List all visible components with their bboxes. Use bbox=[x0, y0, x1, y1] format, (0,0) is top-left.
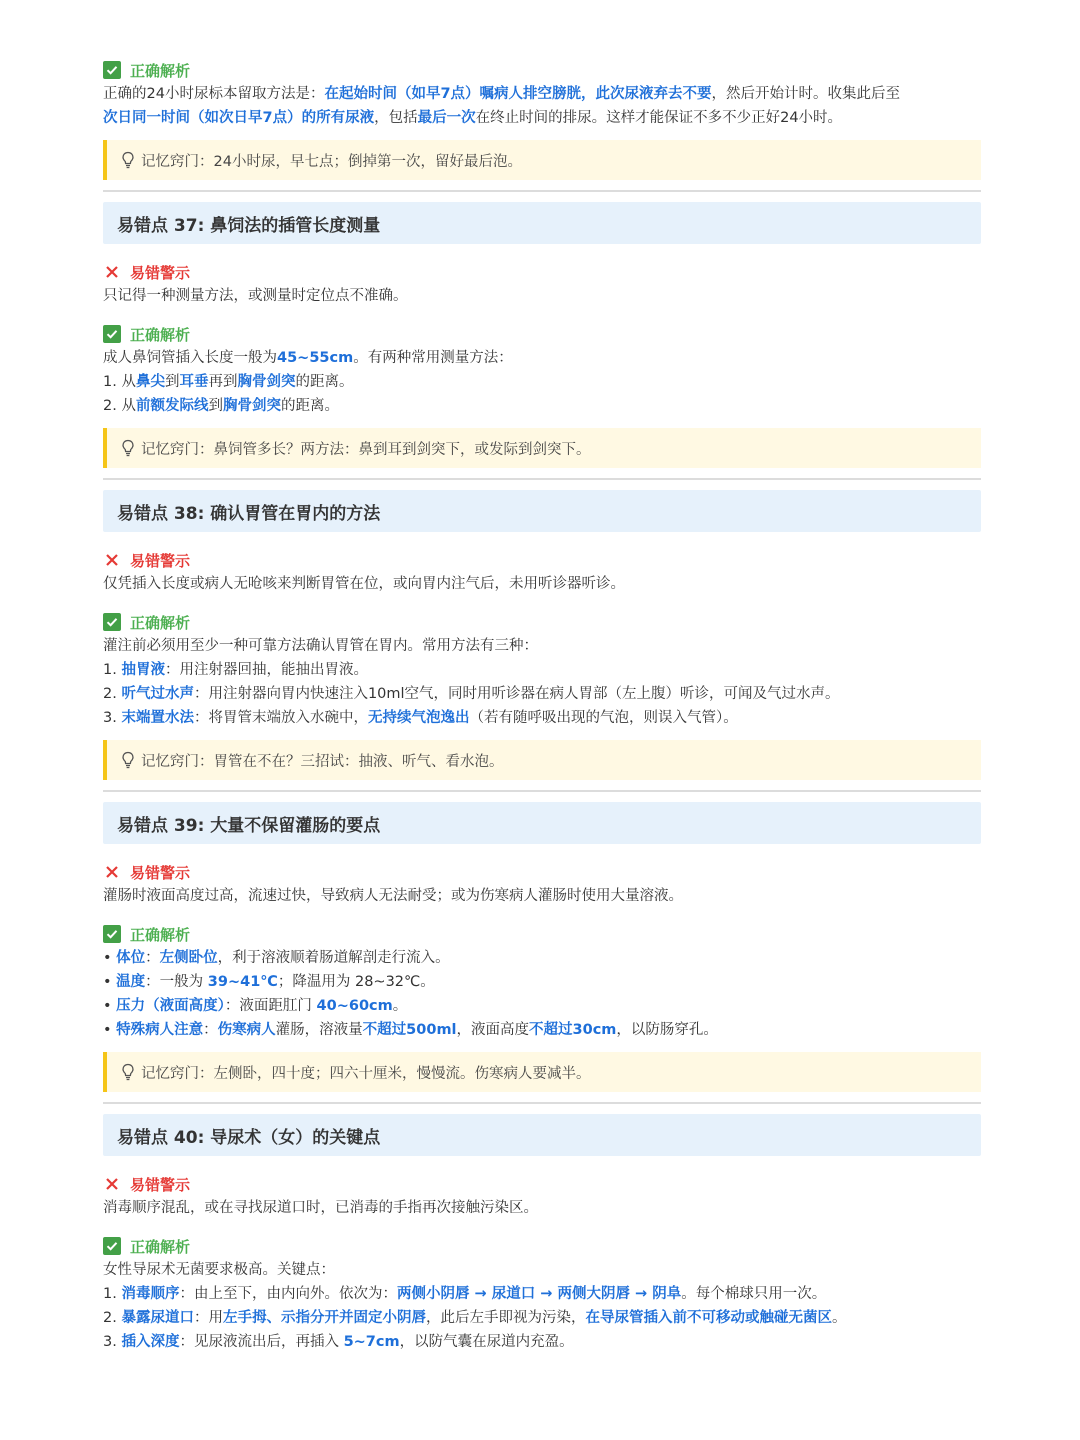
section-39-line bbox=[103, 994, 981, 1018]
memory-tip: 记忆窍门：鼻饲管多长？两方法：鼻到耳到剑突下，或发际到剑突下。 bbox=[103, 428, 981, 468]
highlight-text: 不超过30cm bbox=[529, 1022, 617, 1038]
text-segment: 的距离。 bbox=[280, 398, 339, 414]
section-39-title: 易错点 39: 大量不保留灌肠的要点 bbox=[103, 802, 981, 844]
text-segment: ，此后左手即视为污染， bbox=[425, 1310, 586, 1326]
common-error-heading: 易错警示 bbox=[103, 260, 981, 284]
correct-analysis-heading: 正确解析 bbox=[103, 610, 981, 634]
text-segment: 女性导尿术无菌要求极高。关键点： bbox=[103, 1262, 335, 1278]
section-37-line bbox=[103, 394, 981, 418]
text-segment: ：由上至下，由内向外。依次为： bbox=[179, 1286, 397, 1302]
correct-analysis-heading: 正确解析 bbox=[103, 1234, 981, 1258]
highlight-text: 45~55cm bbox=[277, 350, 354, 366]
lightbulb-icon bbox=[121, 751, 135, 769]
highlight-text: 两侧小阴唇 → 尿道口 → 两侧大阴唇 → 阴阜 bbox=[396, 1286, 682, 1302]
text-segment: ：一般为 bbox=[145, 974, 208, 990]
highlight-text: 耳垂 bbox=[179, 374, 209, 390]
text-segment: 2. bbox=[103, 686, 122, 702]
section-39-line bbox=[103, 970, 981, 994]
highlight-text: 温度 bbox=[116, 974, 146, 990]
highlight-text: 听气过水声 bbox=[121, 686, 194, 702]
text-segment: • bbox=[103, 1022, 117, 1038]
text-segment: 。 bbox=[831, 1310, 847, 1326]
memory-tip: 记忆窍门：左侧卧，四十度；四六十厘米，慢慢流。伤寒病人要减半。 bbox=[103, 1052, 981, 1092]
section-37-title: 易错点 37: 鼻饲法的插管长度测量 bbox=[103, 202, 981, 244]
section-40-line bbox=[103, 1258, 981, 1282]
text-segment: ，液面高度 bbox=[456, 1022, 530, 1038]
cross-icon bbox=[103, 263, 121, 281]
text-segment: （若有随呼吸出现的气泡，则误入气管）。 bbox=[469, 710, 738, 726]
text-segment: ：见尿液流出后，再插入 bbox=[179, 1334, 344, 1350]
document-page bbox=[103, 58, 981, 1354]
text-segment: ；降温用为 28~32℃。 bbox=[277, 974, 435, 990]
memory-tip: 记忆窍门：胃管在不在？三招试：抽液、听气、看水泡。 bbox=[103, 740, 981, 780]
text-segment: ，利于溶液顺着肠道解剖走行流入。 bbox=[217, 950, 450, 966]
check-icon bbox=[103, 61, 121, 79]
highlight-text: 在起始时间（如早7点）嘱病人排空膀胱，此次尿液弃去不要 bbox=[324, 86, 712, 102]
text-segment: 再到 bbox=[208, 374, 238, 390]
highlight-text: 胸骨剑突 bbox=[237, 374, 296, 390]
text-segment: 到 bbox=[164, 374, 180, 390]
text-segment: 正确的24小时尿标本留取方法是： bbox=[103, 86, 325, 102]
section-divider bbox=[103, 790, 981, 792]
intro-line-2 bbox=[103, 106, 981, 130]
highlight-text: 5~7cm bbox=[343, 1334, 400, 1350]
text-segment: 1. bbox=[103, 662, 122, 678]
check-icon bbox=[103, 925, 121, 943]
text-segment: 成人鼻饲管插入长度一般为 bbox=[103, 350, 277, 366]
section-divider bbox=[103, 478, 981, 480]
text-segment: ，以防肠穿孔。 bbox=[616, 1022, 718, 1038]
highlight-text: 前额发际线 bbox=[135, 398, 209, 414]
intro-line-1 bbox=[103, 82, 981, 106]
text-segment: 到 bbox=[208, 398, 223, 414]
highlight-text: 特殊病人注意 bbox=[116, 1022, 204, 1038]
highlight-text: 体位 bbox=[116, 950, 146, 966]
text-segment: ：将胃管末端放入水碗中， bbox=[193, 710, 368, 726]
text-segment: 3. bbox=[103, 1334, 122, 1350]
section-38-line bbox=[103, 706, 981, 730]
highlight-text: 40~60cm bbox=[316, 998, 393, 1014]
highlight-text: 抽胃液 bbox=[121, 662, 165, 678]
text-segment: ，包括 bbox=[374, 110, 418, 126]
text-segment: • bbox=[103, 950, 117, 966]
text-segment: • bbox=[103, 998, 117, 1014]
section-38-warning: 仅凭插入长度或病人无呛咳来判断胃管在位，或向胃内注气后，未用听诊器听诊。 bbox=[103, 576, 625, 592]
text-segment: 灌注前必须用至少一种可靠方法确认胃管在胃内。常用方法有三种： bbox=[103, 638, 538, 654]
text-segment: 1. bbox=[103, 1286, 122, 1302]
cross-icon bbox=[103, 1175, 121, 1193]
section-divider bbox=[103, 190, 981, 192]
text-segment: ：用注射器向胃内快速注入10ml空气，同时用听诊器在病人胃部（左上腹）听诊，可闻及气过水声。 bbox=[193, 686, 840, 702]
text-segment: 2. 从 bbox=[103, 398, 136, 414]
section-39-warning: 灌肠时液面高度过高，流速过快，导致病人无法耐受；或为伤寒病人灌肠时使用大量溶液。 bbox=[103, 888, 683, 904]
highlight-text: 消毒顺序 bbox=[121, 1286, 180, 1302]
section-38-line bbox=[103, 658, 981, 682]
highlight-text: 鼻尖 bbox=[135, 374, 165, 390]
text-segment: 1. 从 bbox=[103, 374, 136, 390]
text-segment: 在终止时间的排尿。这样才能保证不多不少正好24小时。 bbox=[475, 110, 843, 126]
text-segment: 的距离。 bbox=[295, 374, 354, 390]
highlight-text: 39~41℃ bbox=[207, 974, 278, 990]
highlight-text: 在导尿管插入前不可移动或触碰无菌区 bbox=[585, 1310, 832, 1326]
common-error-heading: 易错警示 bbox=[103, 548, 981, 572]
cross-icon bbox=[103, 551, 121, 569]
text-segment: ：用 bbox=[193, 1310, 223, 1326]
section-40-warning: 消毒顺序混乱，或在寻找尿道口时，已消毒的手指再次接触污染区。 bbox=[103, 1200, 538, 1216]
section-39-line bbox=[103, 946, 981, 970]
text-segment: 。每个棉球只用一次。 bbox=[681, 1286, 827, 1302]
text-segment: ，以防气囊在尿道内充盈。 bbox=[399, 1334, 574, 1350]
highlight-text: 压力（液面高度） bbox=[116, 998, 225, 1014]
common-error-heading: 易错警示 bbox=[103, 1172, 981, 1196]
cross-icon bbox=[103, 863, 121, 881]
highlight-text: 左侧卧位 bbox=[159, 950, 218, 966]
correct-analysis-heading: 正确解析 bbox=[103, 922, 981, 946]
highlight-text: 末端置水法 bbox=[121, 710, 194, 726]
section-40-line bbox=[103, 1282, 981, 1306]
text-segment: ，然后开始计时。收集此后至 bbox=[711, 86, 901, 102]
section-37-line bbox=[103, 370, 981, 394]
section-37-line bbox=[103, 346, 981, 370]
section-divider bbox=[103, 1102, 981, 1104]
highlight-text: 插入深度 bbox=[121, 1334, 180, 1350]
lightbulb-icon bbox=[121, 1063, 135, 1081]
check-icon bbox=[103, 613, 121, 631]
text-segment: 。有两种常用测量方法： bbox=[353, 350, 513, 366]
common-error-heading: 易错警示 bbox=[103, 860, 981, 884]
highlight-text: 不超过500ml bbox=[362, 1022, 457, 1038]
text-segment: 。 bbox=[392, 998, 408, 1014]
highlight-text: 最后一次 bbox=[417, 110, 476, 126]
text-segment: ： bbox=[145, 950, 160, 966]
highlight-text: 无持续气泡逸出 bbox=[367, 710, 470, 726]
text-segment: ：用注射器回抽，能抽出胃液。 bbox=[164, 662, 368, 678]
correct-analysis-heading: 正确解析 bbox=[103, 58, 981, 82]
highlight-text: 暴露尿道口 bbox=[121, 1310, 194, 1326]
section-37-warning: 只记得一种测量方法，或测量时定位点不准确。 bbox=[103, 288, 408, 304]
section-40-title: 易错点 40: 导尿术（女）的关键点 bbox=[103, 1114, 981, 1156]
text-segment: 灌肠，溶液量 bbox=[275, 1022, 363, 1038]
text-segment: • bbox=[103, 974, 117, 990]
check-icon bbox=[103, 1237, 121, 1255]
section-38-title: 易错点 38: 确认胃管在胃内的方法 bbox=[103, 490, 981, 532]
lightbulb-icon bbox=[121, 439, 135, 457]
highlight-text: 胸骨剑突 bbox=[222, 398, 281, 414]
section-38-line bbox=[103, 682, 981, 706]
section-38-line bbox=[103, 634, 981, 658]
text-segment: ：液面距肛门 bbox=[224, 998, 317, 1014]
highlight-text: 次日同一时间（如次日早7点）的所有尿液 bbox=[103, 110, 375, 126]
lightbulb-icon bbox=[121, 151, 135, 169]
correct-analysis-heading: 正确解析 bbox=[103, 322, 981, 346]
section-39-line bbox=[103, 1018, 981, 1042]
highlight-text: 伤寒病人 bbox=[217, 1022, 276, 1038]
memory-tip: 记忆窍门：24小时尿，早七点；倒掉第一次，留好最后泡。 bbox=[103, 140, 981, 180]
text-segment: 2. bbox=[103, 1310, 122, 1326]
text-segment: ： bbox=[203, 1022, 218, 1038]
check-icon bbox=[103, 325, 121, 343]
section-40-line bbox=[103, 1306, 981, 1330]
section-40-line bbox=[103, 1330, 981, 1354]
text-segment: 3. bbox=[103, 710, 122, 726]
highlight-text: 左手拇、示指分开并固定小阴唇 bbox=[222, 1310, 426, 1326]
